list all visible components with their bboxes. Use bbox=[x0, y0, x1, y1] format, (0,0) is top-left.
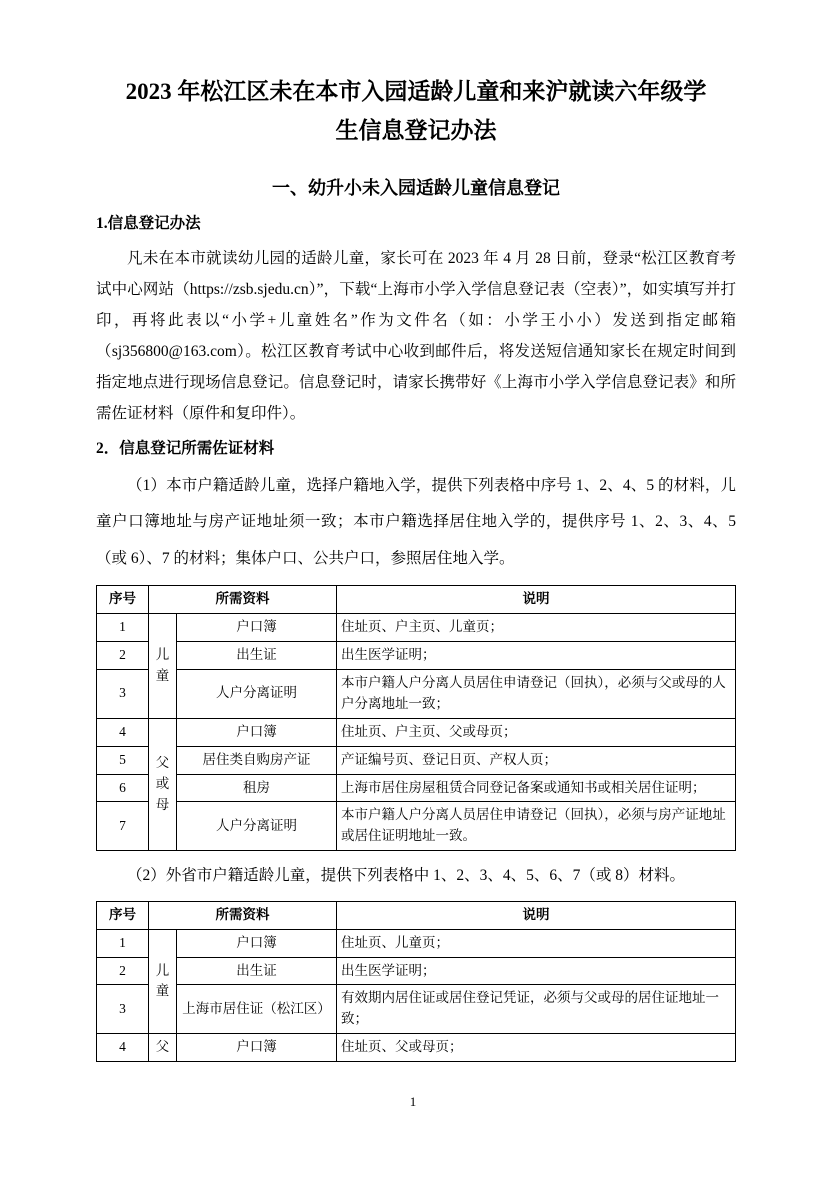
subsection-1-heading: 1.信息登记办法 bbox=[96, 215, 201, 233]
cell-desc: 有效期内居住证或居住登记凭证，必须与父或母的居住证地址一致； bbox=[337, 985, 736, 1034]
cell-material: 上海市居住证（松江区） bbox=[177, 985, 337, 1034]
cell-no: 7 bbox=[97, 802, 149, 851]
document-title bbox=[96, 72, 736, 150]
cell-no: 4 bbox=[97, 1034, 149, 1062]
header-cell-no: 序号 bbox=[97, 901, 149, 929]
table-row bbox=[97, 641, 736, 669]
cell-no: 1 bbox=[97, 613, 149, 641]
table-row bbox=[97, 802, 736, 851]
cell-desc: 出生医学证明； bbox=[337, 957, 736, 985]
paragraph-registration-method: 凡未在本市就读幼儿园的适龄儿童，家长可在 2023 年 4 月 28 日前，登录“松江区教育考试中心网站（https://zsb.sjedu.cn）”，下载“上海市小学入学信息登记表（空表）”，如实填写并打印，再将此表以“小学+儿童姓名”作为文件名（如：小学王小小）发送到指定邮箱（sj356800@163.com）。松江区教育考试中心收到邮件后，将发送短信通知家长在规定时间到指定地点进行现场信息登记。信息登记时，请家长携带好《上海市小学入学信息登记表》和所需佐证材料（原件和复印件）。 bbox=[96, 249, 736, 422]
materials-table-local bbox=[96, 585, 736, 851]
table-row bbox=[97, 957, 736, 985]
table-row bbox=[97, 774, 736, 802]
cell-material: 人户分离证明 bbox=[177, 669, 337, 718]
materials-table-nonlocal bbox=[96, 901, 736, 1063]
cell-material: 居住类自购房产证 bbox=[177, 746, 337, 774]
table-row bbox=[97, 1034, 736, 1062]
cell-desc: 上海市居住房屋租赁合同登记备案或通知书或相关居住证明； bbox=[337, 774, 736, 802]
cell-desc: 产证编号页、登记日页、产权人页； bbox=[337, 746, 736, 774]
table-row bbox=[97, 746, 736, 774]
cell-desc: 住址页、户主页、父或母页； bbox=[337, 718, 736, 746]
page-number: 1 bbox=[409, 1094, 417, 1110]
cell-no: 4 bbox=[97, 718, 149, 746]
cell-desc: 出生医学证明； bbox=[337, 641, 736, 669]
cell-material: 出生证 bbox=[177, 641, 337, 669]
cell-group-child: 儿童 bbox=[149, 613, 177, 718]
table-row bbox=[97, 929, 736, 957]
cell-desc: 住址页、户主页、儿童页； bbox=[337, 613, 736, 641]
cell-group-parent: 父 bbox=[149, 1034, 177, 1062]
document-title-line2: 生信息登记办法 bbox=[335, 118, 497, 144]
cell-no: 6 bbox=[97, 774, 149, 802]
cell-material: 户口簿 bbox=[177, 929, 337, 957]
table-row bbox=[97, 985, 736, 1034]
cell-no: 2 bbox=[97, 641, 149, 669]
paragraph-local-household: （1）本市户籍适龄儿童，选择户籍地入学，提供下列表格中序号 1、2、4、5 的材料，儿童户口簿地址与房产证地址须一致；本市户籍选择居住地入学的，提供序号 1、2、3、4、5（或 6）、7 的材料；集体户口、公共户口，参照居住地入学。 bbox=[96, 476, 736, 567]
cell-group-child: 儿童 bbox=[149, 929, 177, 1034]
cell-desc: 住址页、父或母页； bbox=[337, 1034, 736, 1062]
cell-no: 1 bbox=[97, 929, 149, 957]
header-cell-no: 序号 bbox=[97, 586, 149, 614]
cell-material: 租房 bbox=[177, 774, 337, 802]
table-row bbox=[97, 669, 736, 718]
cell-material: 出生证 bbox=[177, 957, 337, 985]
table-row bbox=[97, 613, 736, 641]
table-row bbox=[97, 718, 736, 746]
cell-material: 户口簿 bbox=[177, 718, 337, 746]
cell-material: 户口簿 bbox=[177, 1034, 337, 1062]
header-cell-material: 所需资料 bbox=[149, 901, 337, 929]
subsection-2-heading: 2．信息登记所需佐证材料 bbox=[96, 439, 275, 457]
cell-no: 3 bbox=[97, 669, 149, 718]
cell-desc: 本市户籍人户分离人员居住申请登记（回执），必须与房产证地址或居住证明地址一致。 bbox=[337, 802, 736, 851]
header-cell-desc: 说明 bbox=[337, 901, 736, 929]
cell-material: 户口簿 bbox=[177, 613, 337, 641]
header-cell-desc: 说明 bbox=[337, 586, 736, 614]
header-cell-material: 所需资料 bbox=[149, 586, 337, 614]
cell-no: 5 bbox=[97, 746, 149, 774]
table-header-row bbox=[97, 586, 736, 614]
cell-no: 3 bbox=[97, 985, 149, 1034]
cell-no: 2 bbox=[97, 957, 149, 985]
cell-group-parent: 父或母 bbox=[149, 718, 177, 851]
document-title-line1: 2023 年松江区未在本市入园适龄儿童和来沪就读六年级学 bbox=[125, 79, 707, 104]
cell-desc: 本市户籍人户分离人员居住申请登记（回执），必须与父或母的人户分离地址一致； bbox=[337, 669, 736, 718]
paragraph-nonlocal-household: （2）外省市户籍适龄儿童，提供下列表格中 1、2、3、4、5、6、7（或 8）材料。 bbox=[127, 867, 686, 885]
cell-desc: 住址页、儿童页； bbox=[337, 929, 736, 957]
section-heading: 一、幼升小未入园适龄儿童信息登记 bbox=[272, 178, 560, 199]
cell-material: 人户分离证明 bbox=[177, 802, 337, 851]
table-header-row bbox=[97, 901, 736, 929]
